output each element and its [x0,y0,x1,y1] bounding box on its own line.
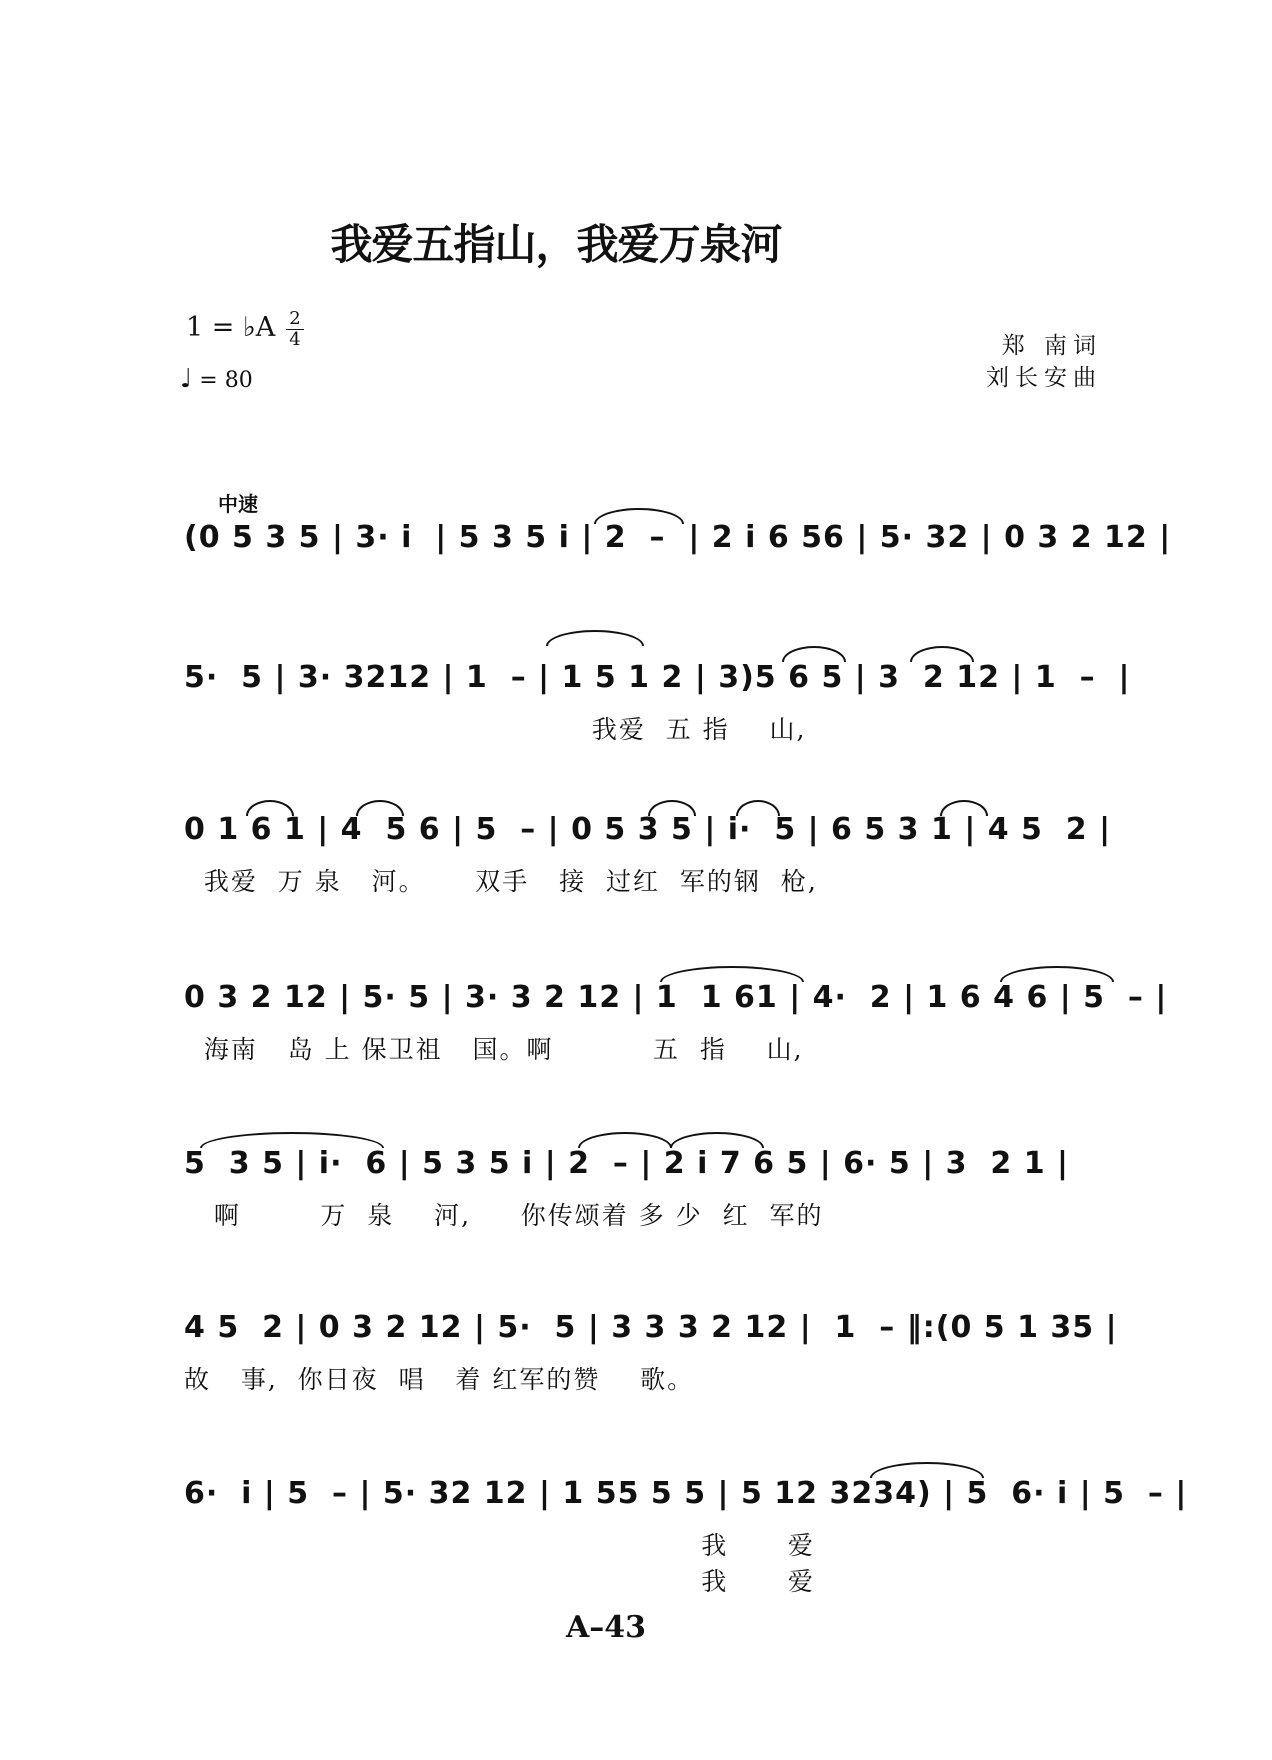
lyric-line-7b: 我 爱 [184,1567,815,1596]
lyric-line-5: 啊 万 泉 河, 你传颂着 多 少 红 军的 [184,1201,824,1230]
slur-mark [1000,966,1114,982]
slur-mark [910,646,974,662]
tempo-marking [180,364,253,394]
notation-line-4: 0 3 2 12 | 5· 5 | 3· 3 2 12 | 1 1 61 | 4· 2 | 1 6 4 6 | 5 – | [184,980,1168,1015]
notation-line-7: 6· i | 5 – | 5· 32 12 | 1 55 5 5 | 5 12 3234) | 5 6· i | 5 – | [184,1476,1188,1511]
lyric-line-2: 我爱 五 指 山, [184,715,807,744]
credits [986,330,1102,394]
lyricist: 郑 南词 [1001,333,1102,359]
slur-mark [356,800,404,816]
slur-mark [578,1132,672,1148]
lyric-line-6: 故 事, 你日夜 唱 着 红军的赞 歌。 [184,1365,695,1394]
composer: 刘长安曲 [986,365,1102,391]
slur-mark [660,966,804,982]
slur-mark [546,630,644,646]
notation-line-2: 5· 5 | 3· 3212 | 1 – | 1 5 1 2 | 3)5 6 5 | 3 2 12 | 1 – | [184,660,1131,695]
slur-mark [670,1132,764,1148]
notation-line-1: (0 5 3 5 | 3· i | 5 3 5 i | 2 – | 2 i 6 56 | 5· 32 | 0 3 2 12 | [184,520,1172,555]
time-numerator: 2 [289,308,301,329]
slur-mark [736,800,780,816]
slur-mark [940,800,988,816]
slur-mark [594,508,684,524]
song-title: 我爱五指山，我爱万泉河 [330,220,782,269]
slur-mark [200,1132,384,1148]
lyric-line-7a: 我 爱 [184,1531,815,1560]
quarter-note-icon: ♩ [180,364,193,394]
slur-mark [246,800,294,816]
lyric-line-4: 海南 岛 上 保卫祖 国。啊 五 指 山, [184,1035,804,1064]
notation-line-3: 0 1 6 1 | 4 5 6 | 5 – | 0 5 3 5 | i· 5 | 6 5 3 1 | 4 5 2 | [184,812,1112,847]
slur-mark [648,800,696,816]
tempo-value: = 80 [199,368,253,393]
slur-mark [870,1462,984,1478]
key-signature: 1 = ♭A [186,312,276,343]
expression-marking: 中速 [218,492,258,516]
time-signature [286,310,304,349]
lyric-line-3: 我爱 万 泉 河。 双手 接 过红 军的钢 枪, [184,867,818,896]
page-number: A–43 [565,1610,647,1645]
notation-line-5: 5 3 5 | i· 6 | 5 3 5 i | 2 – | 2 i 7 6 5 | 6· 5 | 3 2 1 | [184,1146,1069,1181]
slur-mark [782,646,846,662]
time-denominator: 4 [289,329,301,350]
notation-line-6: 4 5 2 | 0 3 2 12 | 5· 5 | 3 3 3 2 12 | 1 – ‖:(0 5 1 35 | [184,1310,1118,1345]
